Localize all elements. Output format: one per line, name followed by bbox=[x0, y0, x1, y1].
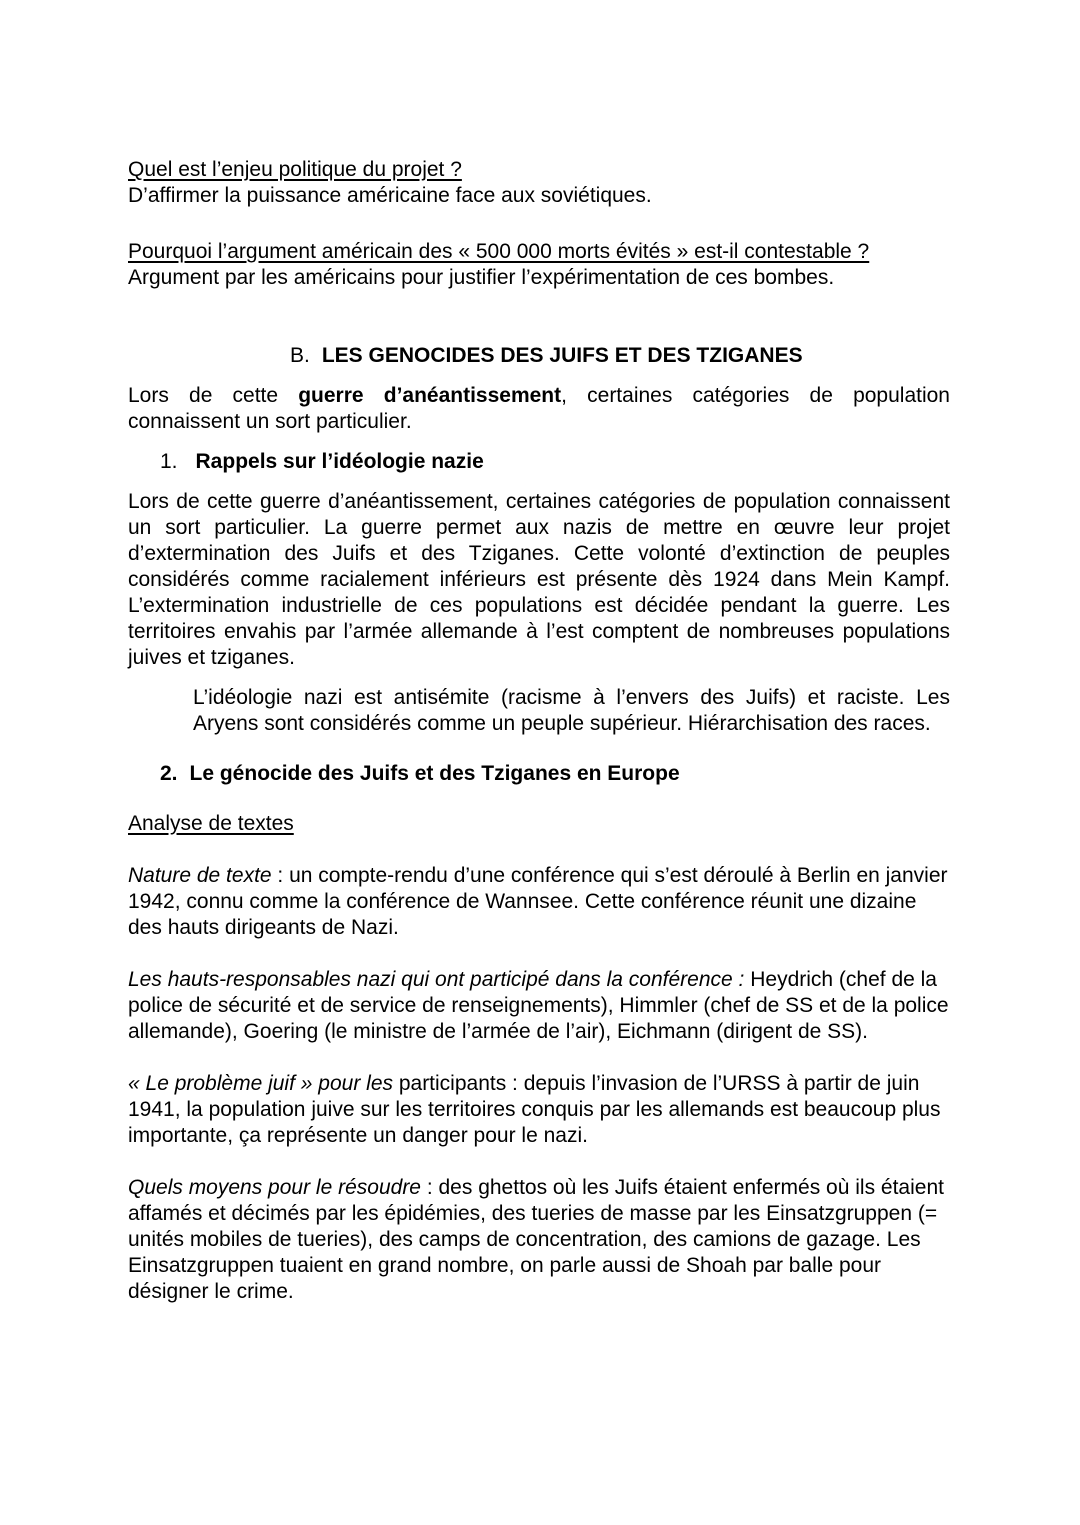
part1-paragraph: Lors de cette guerre d’anéantissement, certaines catégories de population connaissent un sort particulier. La guerre permet aux nazis de mettre en œuvre leur projet d’extermination des Juifs et des Tziganes. Cette volonté d’extinction de peuples considérés comme racialement inférieurs est présente dès 1924 dans Mein Kampf. L’extermination industrielle de ces populations est décidée pendant la guerre. Les territoires envahis par l’armée allemande à l’est comptent de nombreuses populations juives et tziganes. bbox=[128, 490, 950, 669]
section-b-heading bbox=[128, 343, 950, 369]
problem-paragraph bbox=[128, 1071, 950, 1149]
officials-label: Les hauts-responsables nazi qui ont participé dans la conférence : bbox=[128, 968, 745, 991]
document-content bbox=[128, 157, 950, 1331]
question-political-stake: Quel est l’enjeu politique du projet ? bbox=[128, 158, 462, 181]
means-paragraph bbox=[128, 1175, 950, 1305]
part1-indented-note: L’idéologie nazi est antisémite (racisme à l’envers des Juifs) et raciste. Les Aryens sont considérés comme un peuple supérieur. Hiérarchisation des races. bbox=[193, 686, 950, 735]
section-b-title: LES GENOCIDES DES JUIFS ET DES TZIGANES bbox=[321, 344, 803, 367]
part1-number: 1. bbox=[160, 450, 178, 473]
nature-paragraph bbox=[128, 863, 950, 941]
problem-text: participants : depuis l’invasion de l’URSS à partir de juin 1941, la population juive sur les territoires conquis par les allemands est beaucoup plus importante, ça représente un danger pour le nazi. bbox=[128, 1072, 941, 1147]
intro-text-after: , certaines catégories de population connaissent un sort particulier. bbox=[128, 384, 950, 433]
analysis-label: Analyse de textes bbox=[128, 812, 294, 835]
officials-text: Heydrich (chef de la police de sécurité et de service de renseignements), Himmler (chef de SS et de la police allemande), Goering (le ministre de l’armée de l’air), Eichmann (dirigent de SS). bbox=[128, 968, 949, 1043]
question-500000-deaths: Pourquoi l’argument américain des « 500 000 morts évités » est-il contestable ? bbox=[128, 240, 870, 263]
answer-political-stake: D’affirmer la puissance américaine face aux soviétiques. bbox=[128, 184, 652, 207]
part2-heading bbox=[160, 761, 950, 787]
means-text: : des ghettos où les Juifs étaient enfermés où ils étaient affamés et décimés par les épidémies, des tueries de masse par les Einsatzgruppen (= unités mobiles de tueries), des camps de concentration, des camions de gazage. Les Einsatzgruppen tuaient en grand nombre, on parle aussi de Shoah par balle pour désigner le crime. bbox=[128, 1176, 944, 1303]
nature-label: Nature de texte bbox=[128, 864, 272, 887]
nature-text: : un compte-rendu d’une conférence qui s’est déroulé à Berlin en janvier 1942, connu comme la conférence de Wannsee. Cette conférence réunit une dizaine des hauts dirigeants de Nazi. bbox=[128, 864, 948, 939]
part2-title: Le génocide des Juifs et des Tziganes en Europe bbox=[189, 762, 680, 785]
part2-number: 2. bbox=[160, 762, 178, 785]
intro-text-before: Lors de cette bbox=[128, 384, 299, 407]
part1-heading bbox=[160, 449, 950, 475]
intro-bold-term: guerre d’anéantissement bbox=[298, 384, 562, 407]
part1-title: Rappels sur l’idéologie nazie bbox=[195, 450, 484, 473]
officials-paragraph bbox=[128, 967, 950, 1045]
means-label: Quels moyens pour le résoudre bbox=[128, 1176, 421, 1199]
problem-label: « Le problème juif » pour les bbox=[128, 1072, 393, 1095]
section-b-intro bbox=[128, 383, 950, 435]
section-b-letter: B. bbox=[290, 344, 310, 367]
answer-500000-deaths: Argument par les américains pour justifier l’expérimentation de ces bombes. bbox=[128, 266, 835, 289]
